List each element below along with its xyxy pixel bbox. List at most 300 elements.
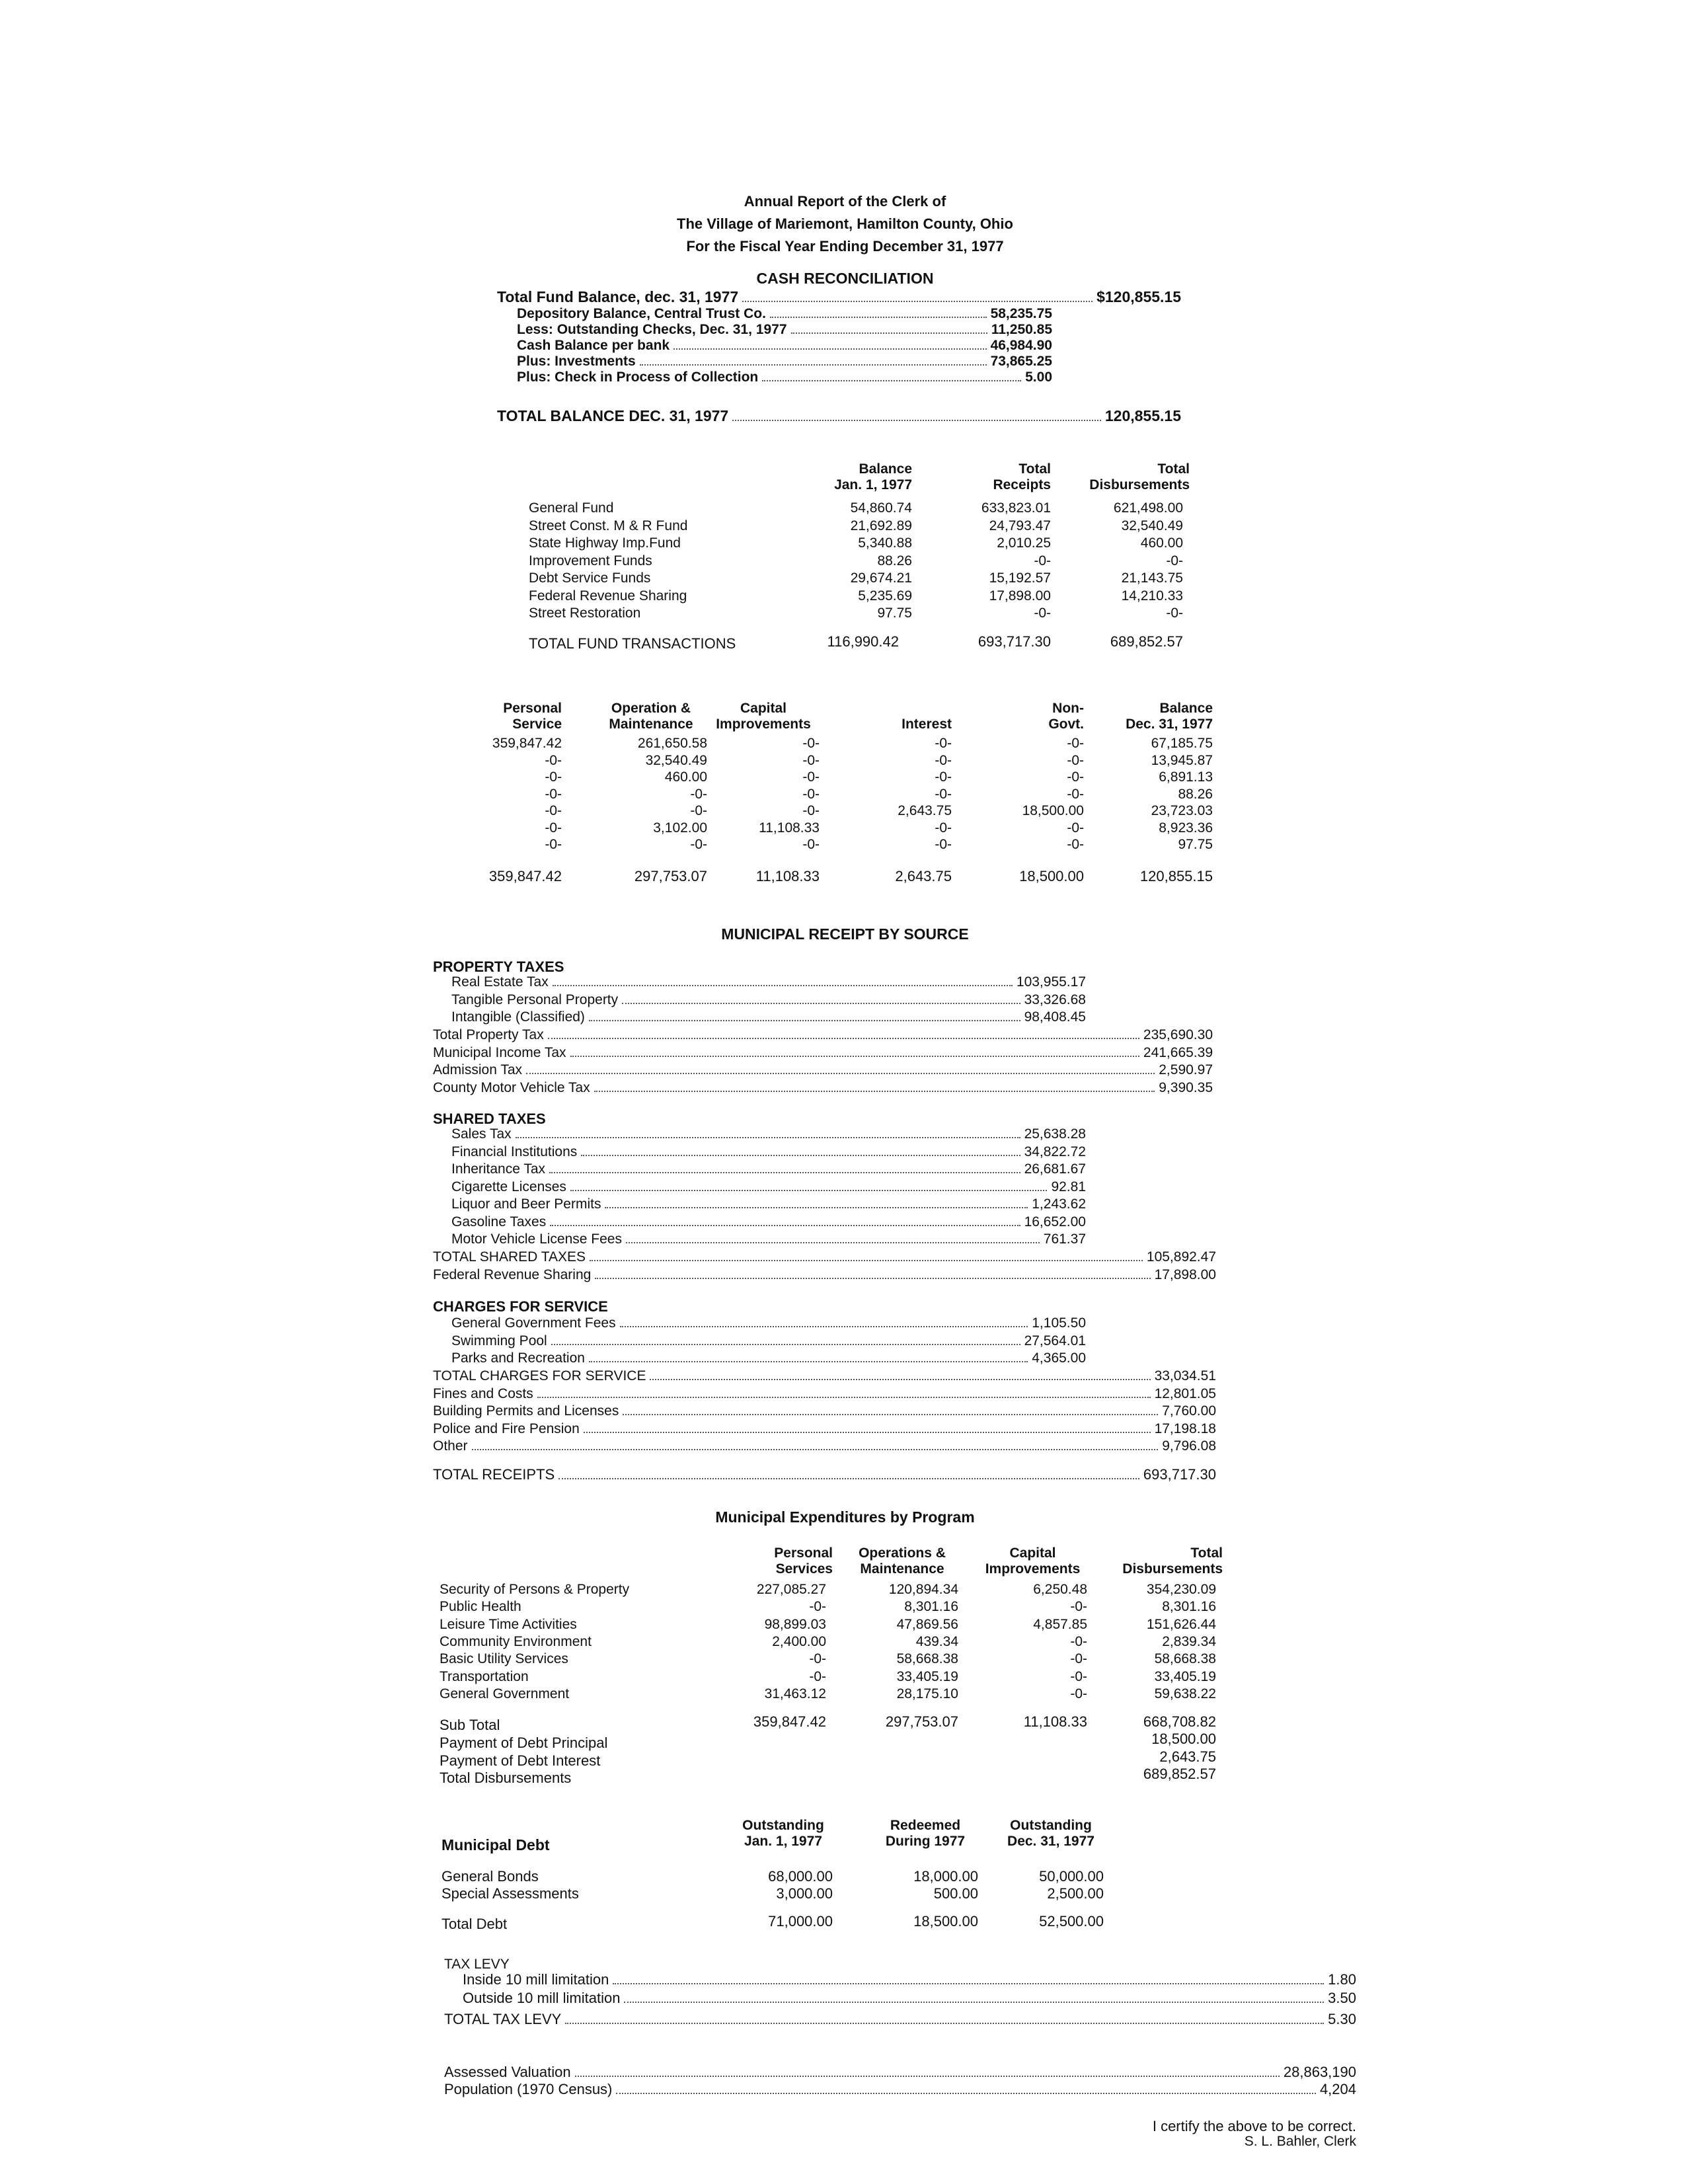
tax-levy-item-line (463, 1971, 1356, 1989)
expenditure-cell: 120,894.34 (888, 1582, 958, 1597)
breakdown-cell: -0- (802, 803, 820, 818)
property-tax-item-label: Real Estate Tax (451, 974, 549, 990)
municipal-debt-title: Municipal Debt (442, 1836, 550, 1853)
breakdown-cell: -0- (545, 837, 562, 852)
breakdown-header-4-line2: Govt. (1048, 717, 1084, 732)
debt-total-cell: 71,000.00 (768, 1913, 833, 1930)
expenditure-cell: 31,463.12 (764, 1686, 826, 1701)
charge-item-label: General Government Fees (451, 1315, 616, 1331)
breakdown-cell: 13,945.87 (1151, 752, 1213, 768)
receipt-line-dots (590, 1260, 1143, 1261)
property-tax-item-line (451, 974, 1086, 991)
report-title-line3: For the Fiscal Year Ending December 31, 1977 (686, 238, 1004, 254)
breakdown-cell: -0- (1067, 820, 1084, 836)
property-tax-item-value: 98,408.45 (1024, 1009, 1086, 1025)
breakdown-header-1-line2: Maintenance (609, 717, 693, 732)
receipt-line-dots (594, 1091, 1155, 1092)
receipt-line-line (433, 1062, 1213, 1079)
breakdown-header-4-line1: Non- (1052, 701, 1084, 716)
property-tax-item-dots (622, 1003, 1020, 1004)
expenditure-cell: -0- (1070, 1651, 1087, 1667)
property-tax-item-label: Intangible (Classified) (451, 1009, 585, 1025)
debt-row-name: Special Assessments (442, 1885, 579, 1902)
cash-item-dots (791, 332, 987, 334)
receipt-line-label: Total Property Tax (433, 1027, 544, 1042)
breakdown-cell: 2,643.75 (898, 803, 952, 818)
breakdown-cell: -0- (690, 786, 707, 802)
breakdown-header-5-line1: Balance (1159, 701, 1213, 716)
expenditure-cell: 439.34 (915, 1633, 958, 1649)
breakdown-cell: 261,650.58 (637, 736, 707, 751)
charge-item-value: 4,365.00 (1032, 1350, 1086, 1366)
shared-tax-item-line (451, 1196, 1086, 1213)
charge-item-dots (589, 1361, 1028, 1362)
shared-tax-item-label: Motor Vehicle License Fees (451, 1231, 622, 1247)
expenditure-cell: -0- (809, 1651, 826, 1667)
population-line (444, 2081, 1356, 2099)
receipt-line-value: 17,198.18 (1154, 1421, 1216, 1436)
report-title-line1: Annual Report of the Clerk of (744, 193, 946, 210)
charge-item-label: Swimming Pool (451, 1333, 547, 1348)
charge-item-dots (620, 1326, 1028, 1327)
total-fund-balance-label: Total Fund Balance, dec. 31, 1977 (497, 288, 739, 305)
fund-row-name: Federal Revenue Sharing (529, 588, 687, 604)
breakdown-cell: 97.75 (1178, 837, 1213, 852)
shared-tax-item-line (451, 1144, 1086, 1161)
total-fund-balance-value: $120,855.15 (1096, 288, 1181, 305)
population-dots (616, 2093, 1316, 2094)
breakdown-header-1-line1: Operation & (611, 701, 691, 716)
fund-row-name: Street Const. M & R Fund (529, 518, 688, 533)
cash-item-label: Less: Outstanding Checks, Dec. 31, 1977 (517, 322, 787, 337)
fund-row-receipts: 2,010.25 (997, 535, 1051, 551)
expenditure-cell: 4,857.85 (1033, 1616, 1087, 1632)
breakdown-cell: -0- (935, 786, 952, 802)
expenditure-subtotal-cell: 359,847.42 (753, 1713, 826, 1730)
property-tax-item-line (451, 992, 1086, 1009)
shared-tax-item-value: 25,638.28 (1024, 1126, 1086, 1142)
fund-row-disbursements: -0- (1166, 553, 1183, 568)
expenditure-row-name: General Government (440, 1686, 570, 1701)
breakdown-cell: -0- (802, 769, 820, 785)
cash-item-line (517, 354, 1052, 370)
expenditure-row-name: Leisure Time Activities (440, 1616, 577, 1632)
charges-for-service-heading: CHARGES FOR SERVICE (433, 1298, 608, 1315)
expenditure-subtotal-cell: 668,708.82 (1143, 1713, 1216, 1730)
expenditure-header-1-line1: Operations & (859, 1545, 946, 1561)
receipt-line-dots (570, 1056, 1139, 1057)
breakdown-total-cell: 359,847.42 (488, 868, 562, 884)
total-balance-value: 120,855.15 (1104, 407, 1181, 424)
breakdown-cell: -0- (935, 769, 952, 785)
receipt-line-label: Admission Tax (433, 1062, 523, 1077)
breakdown-cell: -0- (545, 769, 562, 785)
breakdown-cell: 3,102.00 (653, 820, 707, 836)
receipt-line-value: 2,590.97 (1159, 1062, 1213, 1077)
fund-row-receipts: -0- (1034, 605, 1051, 621)
receipt-line-value: 9,390.35 (1159, 1079, 1213, 1095)
cash-item-label: Plus: Investments (517, 354, 636, 369)
breakdown-cell: -0- (545, 820, 562, 836)
receipt-line-label: TOTAL SHARED TAXES (433, 1249, 586, 1265)
cash-reconciliation-title: CASH RECONCILIATION (756, 270, 934, 287)
cash-item-line (517, 322, 1052, 338)
breakdown-cell: -0- (935, 736, 952, 751)
receipt-line-value: 105,892.47 (1146, 1249, 1216, 1265)
debt-cell: 18,000.00 (913, 1868, 978, 1885)
charge-item-line (451, 1333, 1086, 1350)
population-label: Population (1970 Census) (444, 2081, 613, 2097)
shared-tax-item-value: 1,243.62 (1032, 1196, 1086, 1212)
fund-header-balance-line2: Jan. 1, 1977 (834, 477, 912, 492)
expenditure-row-name: Security of Persons & Property (440, 1582, 630, 1597)
breakdown-cell: 8,923.36 (1159, 820, 1213, 836)
shared-tax-item-value: 34,822.72 (1024, 1144, 1086, 1159)
shared-tax-item-label: Liquor and Beer Permits (451, 1196, 601, 1212)
total-tax-levy-dots (565, 2023, 1324, 2024)
property-tax-item-line (451, 1009, 1086, 1026)
expenditure-cell: 6,250.48 (1033, 1582, 1087, 1597)
breakdown-cell: 23,723.03 (1151, 803, 1213, 818)
tax-levy-item-dots (624, 2002, 1324, 2003)
breakdown-cell: 11,108.33 (759, 820, 820, 836)
breakdown-cell: -0- (545, 752, 562, 768)
receipt-line-line (433, 1027, 1213, 1044)
fund-row-disbursements: -0- (1166, 605, 1183, 621)
shared-tax-item-label: Gasoline Taxes (451, 1214, 547, 1229)
shared-tax-item-line (451, 1214, 1086, 1231)
debt-total-cell: 18,500.00 (913, 1913, 978, 1930)
expenditure-header-2-line2: Improvements (985, 1561, 1081, 1577)
expenditure-row-name: Public Health (440, 1599, 521, 1615)
charge-item-value: 1,105.50 (1032, 1315, 1086, 1331)
expenditure-header-0-line2: Services (775, 1561, 833, 1577)
cash-item-line (517, 306, 1052, 323)
debt-total-cell: 52,500.00 (1039, 1913, 1104, 1930)
breakdown-cell: 460.00 (664, 769, 707, 785)
certify-statement: I certify the above to be correct. (1152, 2118, 1356, 2134)
report-title-line2: The Village of Mariemont, Hamilton County, Ohio (677, 215, 1013, 232)
fund-row-receipts: 15,192.57 (989, 570, 1051, 586)
breakdown-header-2-line2: Improvements (716, 717, 811, 732)
assessed-valuation-label: Assessed Valuation (444, 2064, 571, 2080)
tax-levy-item-dots (613, 1983, 1324, 1984)
shared-tax-item-value: 16,652.00 (1024, 1214, 1086, 1229)
expenditure-cell: 47,869.56 (896, 1616, 958, 1632)
receipt-line-label: Municipal Income Tax (433, 1044, 566, 1060)
fund-total-balance: 116,990.42 (827, 633, 899, 650)
charge-item-value: 27,564.01 (1024, 1333, 1086, 1348)
receipt-line-label: County Motor Vehicle Tax (433, 1079, 590, 1095)
breakdown-total-cell: 18,500.00 (1019, 868, 1084, 884)
expenditure-cell: -0- (1070, 1599, 1087, 1615)
receipt-line-line (433, 1267, 1216, 1284)
fund-row-name: Improvement Funds (529, 553, 652, 568)
tax-levy-item-value: 1.80 (1328, 1971, 1356, 1988)
shared-tax-item-dots (516, 1137, 1020, 1138)
breakdown-cell: -0- (802, 837, 820, 852)
receipt-line-value: 17,898.00 (1154, 1267, 1216, 1282)
fund-total-disbursements: 689,852.57 (1110, 633, 1183, 650)
shared-tax-item-line (451, 1231, 1086, 1248)
fund-row-receipts: 633,823.01 (981, 500, 1051, 516)
receipt-line-dots (526, 1073, 1155, 1074)
fund-row-balance: 54,860.74 (850, 500, 912, 516)
cash-item-label: Cash Balance per bank (517, 338, 670, 353)
total-receipts-dots (558, 1478, 1139, 1479)
total-receipts-value: 693,717.30 (1143, 1466, 1216, 1483)
receipt-line-line (433, 1403, 1216, 1420)
expenditure-cell: 8,301.16 (904, 1599, 958, 1615)
receipt-line-dots (595, 1278, 1150, 1279)
shared-tax-item-value: 92.81 (1051, 1179, 1086, 1194)
receipt-line-label: TOTAL CHARGES FOR SERVICE (433, 1368, 646, 1384)
breakdown-cell: -0- (802, 736, 820, 751)
debt-header-2-line1: Outstanding (1010, 1818, 1092, 1833)
receipt-line-dots (584, 1432, 1151, 1433)
debt-header-1-line1: Redeemed (890, 1818, 961, 1833)
fund-row-name: Street Restoration (529, 605, 641, 621)
fund-total-receipts: 693,717.30 (978, 633, 1051, 650)
shared-taxes-heading: SHARED TAXES (433, 1111, 546, 1127)
breakdown-header-0-line2: Service (512, 717, 562, 732)
fund-header-receipts-line2: Receipts (993, 477, 1051, 492)
assessed-valuation-value: 28,863,190 (1283, 2064, 1356, 2080)
clerk-signature: S. L. Bahler, Clerk (1244, 2134, 1356, 2149)
assessed-valuation-line (444, 2064, 1356, 2082)
breakdown-cell: 18,500.00 (1022, 803, 1084, 818)
expenditure-header-2-line1: Capital (1009, 1545, 1056, 1561)
breakdown-cell: -0- (935, 820, 952, 836)
receipt-line-line (433, 1045, 1213, 1062)
charge-item-label: Parks and Recreation (451, 1350, 585, 1366)
total-tax-levy-label: TOTAL TAX LEVY (444, 2011, 562, 2027)
fund-row-receipts: 17,898.00 (989, 588, 1051, 604)
cash-item-dots (673, 348, 986, 350)
cash-item-value: 11,250.85 (991, 322, 1052, 337)
charge-item-line (451, 1350, 1086, 1367)
receipt-line-line (433, 1421, 1216, 1438)
fund-row-balance: 97.75 (877, 605, 912, 621)
breakdown-total-cell: 297,753.07 (634, 868, 707, 884)
breakdown-cell: 6,891.13 (1159, 769, 1213, 785)
expenditure-subtotal-cell: 11,108.33 (1023, 1713, 1087, 1730)
fund-header-receipts-line1: Total (1018, 461, 1051, 477)
expenditure-cell: 98,899.03 (764, 1616, 826, 1632)
expenditure-extra-value: 2,643.75 (1159, 1748, 1216, 1765)
fund-row-balance: 5,235.69 (858, 588, 912, 604)
fund-row-receipts: -0- (1034, 553, 1051, 568)
expenditure-extra-name: Total Disbursements (440, 1770, 572, 1786)
tax-levy-item-label: Outside 10 mill limitation (463, 1990, 621, 2006)
property-tax-item-dots (553, 985, 1013, 986)
expenditure-cell: 8,301.16 (1162, 1599, 1216, 1615)
expenditure-cell: 28,175.10 (896, 1686, 958, 1701)
expenditure-extra-value: 18,500.00 (1151, 1731, 1216, 1747)
receipt-line-label: Other (433, 1438, 468, 1454)
expenditure-cell: 33,405.19 (896, 1668, 958, 1684)
breakdown-cell: 32,540.49 (645, 752, 707, 768)
expenditure-cell: -0- (1070, 1668, 1087, 1684)
cash-item-value: 5.00 (1025, 370, 1052, 385)
fund-row-disbursements: 21,143.75 (1121, 570, 1183, 586)
cash-item-value: 58,235.75 (990, 306, 1052, 321)
fund-row-balance: 88.26 (877, 553, 912, 568)
expenditure-subtotal-cell: 297,753.07 (885, 1713, 958, 1730)
fund-row-disbursements: 621,498.00 (1113, 500, 1183, 516)
tax-levy-item-label: Inside 10 mill limitation (463, 1971, 609, 1988)
breakdown-cell: -0- (1067, 786, 1084, 802)
total-balance-line (497, 407, 1181, 426)
receipt-line-line (433, 1368, 1216, 1385)
expenditure-extra-name: Payment of Debt Interest (440, 1752, 601, 1769)
receipt-line-line (433, 1249, 1216, 1266)
receipt-line-dots (548, 1038, 1139, 1039)
shared-tax-item-value: 26,681.67 (1024, 1161, 1086, 1177)
expenditure-subtotal-name: Sub Total (440, 1717, 500, 1733)
total-balance-label: TOTAL BALANCE DEC. 31, 1977 (497, 407, 729, 424)
shared-tax-item-dots (570, 1190, 1048, 1191)
shared-tax-item-label: Sales Tax (451, 1126, 512, 1142)
receipt-line-value: 235,690.30 (1143, 1027, 1213, 1042)
fund-row-balance: 21,692.89 (850, 518, 912, 533)
expenditure-row-name: Transportation (440, 1668, 529, 1684)
shared-tax-item-dots (581, 1155, 1020, 1156)
breakdown-cell: -0- (1067, 837, 1084, 852)
breakdown-cell: -0- (545, 786, 562, 802)
expenditure-cell: -0- (809, 1599, 826, 1615)
fund-header-disbursements-line2: Disbursements (1089, 477, 1190, 492)
expenditure-cell: 151,626.44 (1146, 1616, 1216, 1632)
fund-row-balance: 5,340.88 (858, 535, 912, 551)
shared-tax-item-label: Financial Institutions (451, 1144, 578, 1159)
receipt-line-dots (537, 1397, 1151, 1398)
shared-tax-item-line (451, 1126, 1086, 1143)
expenditure-cell: 58,668.38 (1154, 1651, 1216, 1667)
receipts-title: MUNICIPAL RECEIPT BY SOURCE (721, 925, 969, 943)
cash-item-dots (770, 317, 987, 318)
breakdown-header-5-line2: Dec. 31, 1977 (1126, 717, 1213, 732)
breakdown-cell: -0- (1067, 769, 1084, 785)
debt-cell: 500.00 (933, 1885, 978, 1902)
breakdown-cell: -0- (690, 803, 707, 818)
breakdown-header-2-line1: Capital (740, 701, 787, 716)
breakdown-cell: -0- (935, 837, 952, 852)
debt-header-2-line2: Dec. 31, 1977 (1007, 1834, 1095, 1849)
breakdown-total-cell: 11,108.33 (755, 868, 820, 884)
receipt-line-value: 241,665.39 (1143, 1044, 1213, 1060)
total-receipts-label: TOTAL RECEIPTS (433, 1466, 555, 1483)
expenditure-row-name: Basic Utility Services (440, 1651, 568, 1667)
receipt-line-value: 9,796.08 (1162, 1438, 1216, 1454)
fund-row-name: General Fund (529, 500, 614, 516)
debt-cell: 3,000.00 (776, 1885, 833, 1902)
expenditure-cell: 59,638.22 (1154, 1686, 1216, 1701)
receipt-line-dots (623, 1414, 1158, 1415)
expenditure-header-3-line2: Disbursements (1122, 1561, 1223, 1577)
total-tax-levy-line (444, 2011, 1356, 2029)
breakdown-total-cell: 2,643.75 (895, 868, 952, 884)
fund-row-name: State Highway Imp.Fund (529, 535, 681, 551)
fund-header-balance-line1: Balance (859, 461, 912, 477)
cash-item-label: Plus: Check in Process of Collection (517, 370, 759, 385)
fund-total-name: TOTAL FUND TRANSACTIONS (529, 635, 736, 652)
total-tax-levy-value: 5.30 (1328, 2011, 1356, 2027)
cash-item-line (517, 370, 1052, 386)
fund-row-disbursements: 14,210.33 (1121, 588, 1183, 604)
property-tax-item-dots (589, 1020, 1020, 1021)
receipt-line-label: Fines and Costs (433, 1385, 533, 1401)
debt-cell: 2,500.00 (1047, 1885, 1104, 1902)
shared-tax-item-value: 761.37 (1043, 1231, 1086, 1247)
breakdown-cell: 88.26 (1178, 786, 1213, 802)
tax-levy-item-line (463, 1990, 1356, 2008)
fund-row-disbursements: 460.00 (1140, 535, 1183, 551)
expenditure-cell: -0- (1070, 1633, 1087, 1649)
shared-tax-item-dots (549, 1172, 1020, 1173)
receipt-line-value: 12,801.05 (1154, 1385, 1216, 1401)
assessed-valuation-dots (575, 2076, 1280, 2077)
breakdown-cell: -0- (690, 837, 707, 852)
cash-item-line (517, 338, 1052, 354)
expenditure-cell: 33,405.19 (1154, 1668, 1216, 1684)
expenditure-cell: 58,668.38 (896, 1651, 958, 1667)
expenditure-cell: 227,085.27 (756, 1582, 826, 1597)
expenditure-extra-value: 689,852.57 (1143, 1766, 1216, 1782)
breakdown-cell: -0- (1067, 736, 1084, 751)
population-value: 4,204 (1319, 2081, 1356, 2097)
expenditure-cell: 354,230.09 (1146, 1582, 1216, 1597)
total-fund-balance-line (497, 288, 1181, 307)
debt-cell: 50,000.00 (1039, 1868, 1104, 1885)
cash-item-value: 73,865.25 (990, 354, 1052, 369)
cash-item-dots (762, 380, 1021, 381)
fund-row-balance: 29,674.21 (850, 570, 912, 586)
shared-tax-item-line (451, 1179, 1086, 1196)
receipt-line-value: 33,034.51 (1154, 1368, 1216, 1384)
receipt-line-dots (650, 1379, 1150, 1380)
charge-item-dots (551, 1344, 1020, 1345)
breakdown-total-cell: 120,855.15 (1139, 868, 1213, 884)
debt-cell: 68,000.00 (768, 1868, 833, 1885)
shared-tax-item-label: Cigarette Licenses (451, 1179, 566, 1194)
fund-header-disbursements-line1: Total (1157, 461, 1190, 477)
cash-item-value: 46,984.90 (990, 338, 1052, 353)
fund-row-name: Debt Service Funds (529, 570, 651, 586)
debt-header-1-line2: During 1977 (885, 1834, 966, 1849)
expenditure-cell: -0- (1070, 1686, 1087, 1701)
tax-levy-heading: TAX LEVY (444, 1957, 510, 1972)
debt-header-0-line1: Outstanding (742, 1818, 824, 1833)
property-tax-item-value: 33,326.68 (1024, 992, 1086, 1007)
breakdown-cell: -0- (802, 786, 820, 802)
property-tax-item-value: 103,955.17 (1016, 974, 1086, 990)
debt-header-0-line2: Jan. 1, 1977 (744, 1834, 822, 1849)
breakdown-cell: -0- (545, 803, 562, 818)
shared-tax-item-line (451, 1161, 1086, 1178)
expenditure-cell: 2,839.34 (1162, 1633, 1216, 1649)
shared-tax-item-dots (605, 1207, 1028, 1208)
cash-item-label: Depository Balance, Central Trust Co. (517, 306, 766, 321)
breakdown-cell: 67,185.75 (1151, 736, 1213, 751)
fund-row-receipts: 24,793.47 (989, 518, 1051, 533)
property-tax-item-label: Tangible Personal Property (451, 992, 619, 1007)
shared-tax-item-dots (626, 1242, 1040, 1243)
breakdown-header-3-line1: Interest (902, 717, 952, 732)
property-taxes-heading: PROPERTY TAXES (433, 958, 564, 975)
receipt-line-label: Building Permits and Licenses (433, 1403, 619, 1419)
fund-row-disbursements: 32,540.49 (1121, 518, 1183, 533)
